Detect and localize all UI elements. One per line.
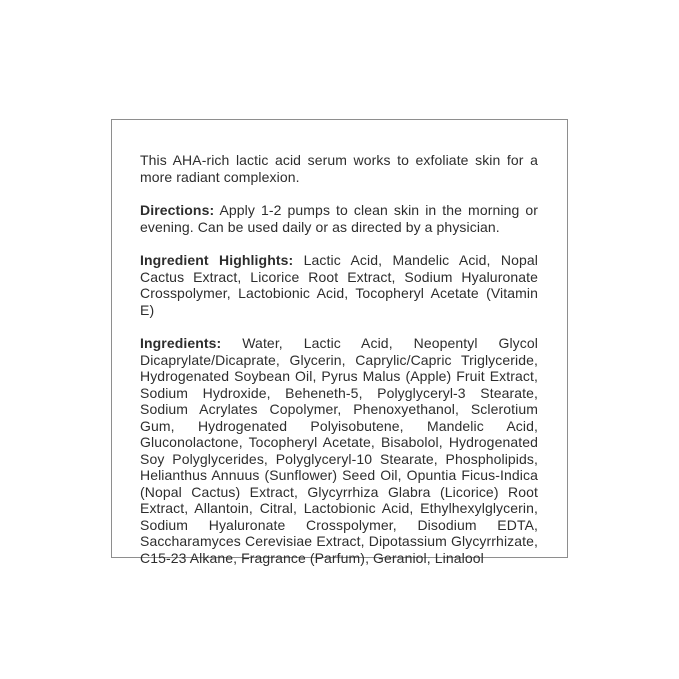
ingredient-highlights-text: Lactic Acid, Mandelic Acid, Nopal Cactus Extract, Licorice Root Extract, Sodium Hyaluronate Crosspolymer, Lactobionic Acid, Tocopheryl Acetate (Vitamin E) xyxy=(140,252,538,318)
ingredient-highlights-paragraph xyxy=(140,252,538,318)
directions-text: Apply 1-2 pumps to clean skin in the morning or evening. Can be used daily or as directed by a physician. xyxy=(140,202,538,235)
product-label-box xyxy=(111,119,568,566)
ingredients-text: Water, Lactic Acid, Neopentyl Glycol Dicaprylate/Dicaprate, Glycerin, Caprylic/Capric Triglyceride, Hydrogenated Soybean Oil, Pyrus Malus (Apple) Fruit Extract, Sodium Hydroxide, Beheneth-5, Polyglyceryl-3 Stearate, Sodium Acrylates Copolymer, Phenoxyethanol, Sclerotium Gum, Hydrogenated Polyisobutene, Mandelic Acid, Gluconolactone, Tocopheryl Acetate, Bisabolol, Hydrogenated Soy Polyglycerides, Polyglyceryl-10 Stearate, Phospholipids, Helianthus Annuus (Sunflower) Seed Oil, Opuntia Ficus-Indica (Nopal Cactus) Extract, Glycyrrhiza Glabra (Licorice) Root Extract, Allantoin, Citral, Lactobionic Acid, Ethylhexylglycerin, Sodium Hyaluronate Crosspolymer, Disodium EDTA, Saccharamyces Cerevisiae Extract, Dipotassium Glycyrrhizate, C15-23 Alkane, Fragrance (Parfum), Geraniol, Linalool xyxy=(140,335,538,566)
intro-paragraph xyxy=(140,152,538,185)
intro-text: This AHA-rich lactic acid serum works to exfoliate skin for a more radiant complexion. xyxy=(140,152,538,185)
ingredients-heading: Ingredients: xyxy=(140,335,222,351)
directions-heading: Directions: xyxy=(140,202,215,218)
ingredients-paragraph xyxy=(140,335,538,566)
ingredient-highlights-heading: Ingredient Highlights: xyxy=(140,252,294,268)
directions-paragraph xyxy=(140,202,538,235)
